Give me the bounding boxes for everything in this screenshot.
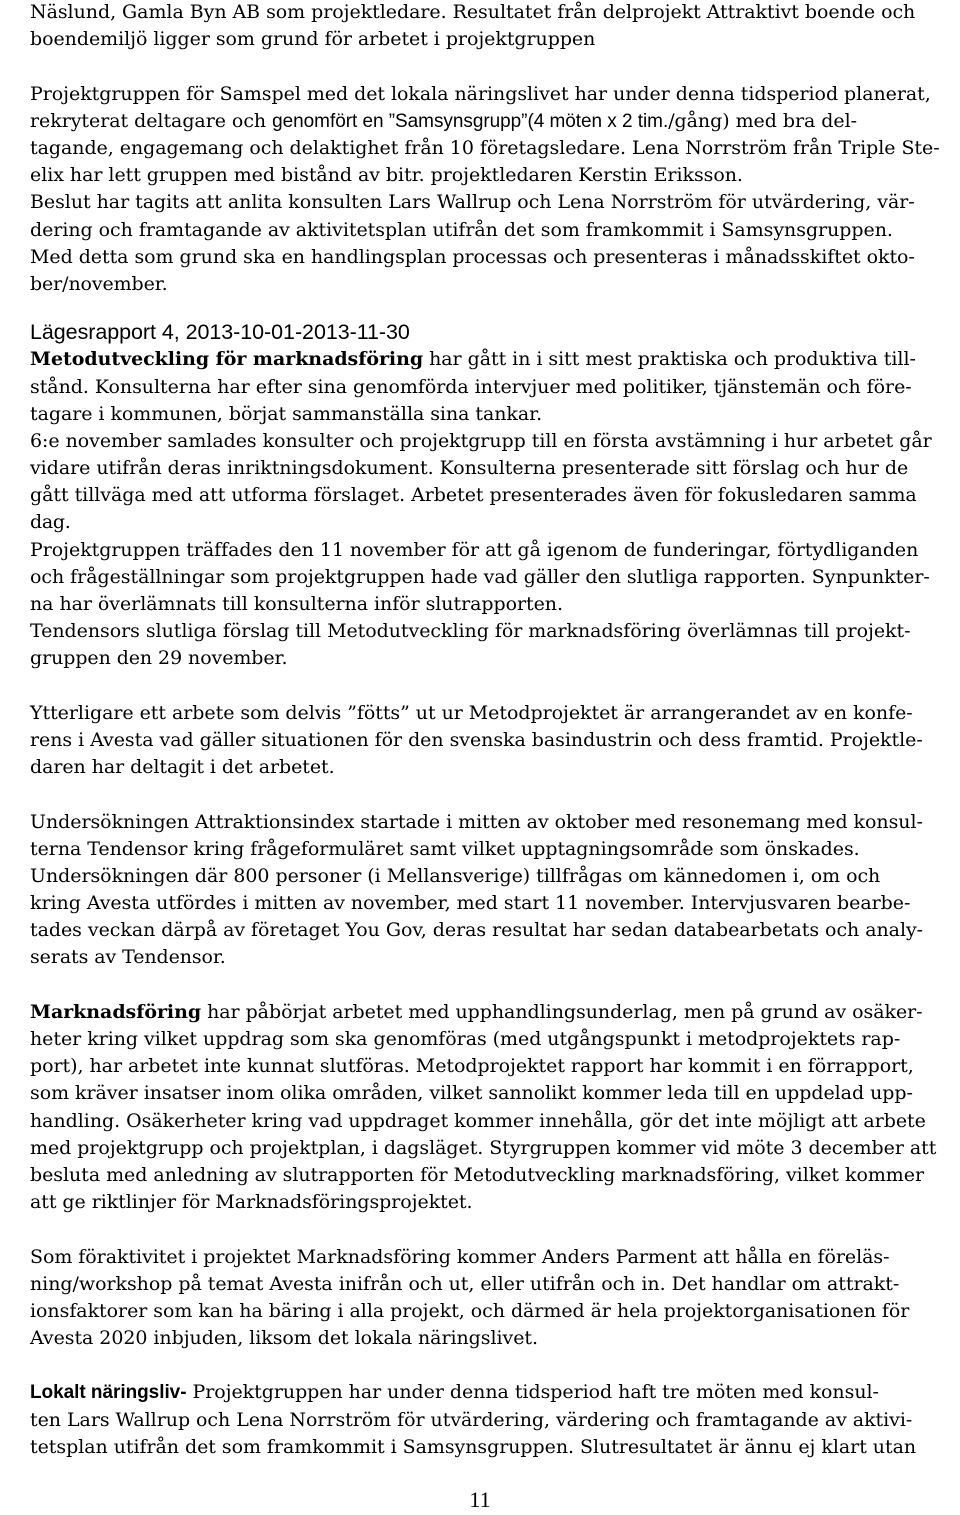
- text-line: 6:e november samlades konsulter och projektgrupp till en första avstämning i hur arbetet går: [30, 429, 932, 452]
- text-line: Som föraktivitet i projektet Marknadsföring kommer Anders Parment att hålla en föreläs-: [30, 1245, 890, 1268]
- text-line: ning/workshop på temat Avesta inifrån och ut, eller utifrån och in. Det handlar om attrakt-: [30, 1272, 900, 1295]
- text-line: terna Tendensor kring frågeformuläret samt vilket upptagningsområde som önskades.: [30, 837, 860, 860]
- text-line: stånd. Konsulterna har efter sina genomförda intervjuer med politiker, tjänstemän och före-: [30, 375, 912, 398]
- paragraph-samspel-lokala-naringslivet: [30, 81, 958, 299]
- paragraph-konferens: [30, 700, 958, 782]
- bold-lead-text: Marknadsföring: [30, 1000, 202, 1023]
- text-line: dag.: [30, 511, 71, 534]
- text-line: Projektgruppen för Samspel med det lokala näringslivet har under denna tidsperiod planerat,: [30, 82, 931, 105]
- text-line: [30, 346, 958, 373]
- text-line: rens i Avesta vad gäller situationen för den svenska basindustrin och dess framtid. Projektle-: [30, 728, 923, 751]
- line-text-start: rekryterat deltagare och: [30, 109, 273, 132]
- text-line: heter kring vilket uppdrag som ska genomföras (med utgångspunkt i metodprojektets rap-: [30, 1028, 901, 1051]
- text-line: att ge riktlinjer för Marknadsföringsprojektet.: [30, 1191, 473, 1214]
- text-line: [30, 1379, 958, 1406]
- text-line: ionsfaktorer som kan ha bäring i alla projekt, och därmed är hela projektorganisationen för: [30, 1299, 910, 1322]
- text-line: Tendensors slutliga förslag till Metodutveckling för marknadsföring överlämnas till projekt-: [30, 620, 911, 643]
- text-line: Näslund, Gamla Byn AB som projektledare. Resultatet från delprojekt Attraktivt boende och: [30, 1, 916, 23]
- paragraph-intro-continuation: [30, 0, 958, 53]
- text-line: boendemiljö ligger som grund för arbetet i projektgruppen: [30, 28, 596, 51]
- bold-lead-text: Lokalt näringsliv-: [30, 1382, 187, 1404]
- text-line: na har överlämnats till konsulterna inför slutrapporten.: [30, 593, 563, 616]
- text-line: port), har arbetet inte kunnat slutföras. Metodprojektet rapport har kommit i en förrapport,: [30, 1055, 914, 1078]
- bold-lead-text: Metodutveckling för marknadsföring: [30, 348, 424, 371]
- text-line: gått tillväga med att utforma förslaget. Arbetet presenterades även för fokusledaren samma: [30, 484, 917, 507]
- text-line: besluta med anledning av slutrapporten för Metodutveckling marknadsföring, vilket kommer: [30, 1163, 924, 1186]
- text-line: tetsplan utifrån det som framkommit i Samsynsgruppen. Slutresultatet är ännu ej klart utan: [30, 1435, 917, 1458]
- text-line: och frågeställningar som projektgruppen hade vad gäller den slutliga rapporten. Synpunkter-: [30, 565, 930, 588]
- text-line: handling. Osäkerheter kring vad uppdraget kommer innehålla, gör det inte möjligt att arbete: [30, 1109, 926, 1132]
- document-body: [30, 0, 958, 1461]
- text-line: Avesta 2020 inbjuden, liksom det lokala näringslivet.: [30, 1327, 538, 1350]
- text-line: vidare utifrån deras inriktningsdokument. Konsulterna presenterade sitt förslag och hur de: [30, 457, 909, 480]
- text-line: Ytterligare ett arbete som delvis ”fötts” ut ur Metodprojektet är arrangerandet av en konfe-: [30, 701, 913, 724]
- section-heading: Lägesrapport 4, 2013-10-01-2013-11-30: [30, 320, 410, 345]
- text-line: ten Lars Wallrup och Lena Norrström för utvärdering, värdering och framtagande av aktivi-: [30, 1408, 913, 1431]
- line-text-rest: Projektgruppen har under denna tidsperiod haft tre möten med konsul-: [186, 1381, 879, 1404]
- text-line: kring Avesta utfördes i mitten av november, med start 11 november. Intervjusvaren bearbe-: [30, 892, 911, 915]
- text-line: tagare i kommunen, börjat sammanställa sina tankar.: [30, 402, 543, 425]
- text-line: dering och framtagande av aktivitetsplan utifrån det som framkommit i Samsynsgruppen.: [30, 218, 893, 241]
- text-line: gruppen den 29 november.: [30, 647, 288, 670]
- text-line: med projektgrupp och projektplan, i dagsläget. Styrgruppen kommer vid möte 3 december att: [30, 1136, 937, 1159]
- paragraph-foraktivitet: [30, 1244, 958, 1353]
- paragraph-metodutveckling: [30, 346, 958, 672]
- text-line: Undersökningen Attraktionsindex startade i mitten av oktober med resonemang med konsul-: [30, 810, 923, 833]
- text-line: serats av Tendensor.: [30, 946, 226, 969]
- paragraph-lokalt-naringsliv: [30, 1379, 958, 1461]
- line-text-rest: har påbörjat arbetet med upphandlingsunderlag, men på grund av osäker-: [201, 1000, 923, 1023]
- paragraph-marknadsforing: [30, 999, 958, 1217]
- text-line: tades veckan därpå av företaget You Gov, deras resultat har sedan databearbetats och analy-: [30, 919, 924, 942]
- text-line: Beslut har tagits att anlita konsulten Lars Wallrup och Lena Norrström för utvärdering, vär-: [30, 191, 915, 214]
- text-line: elix har lett gruppen med bistånd av bitr. projektledaren Kerstin Eriksson.: [30, 164, 743, 187]
- line-text-rest: har gått in i sitt mest praktiska och produktiva till-: [423, 348, 916, 371]
- page-number: 11: [469, 1487, 491, 1512]
- text-line: som kräver insatser inom olika områden, vilket sannolikt kommer leda till en uppdelad upp-: [30, 1082, 913, 1105]
- line-text-end: /gång) med bra del-: [668, 109, 858, 132]
- text-line: daren har deltagit i det arbetet.: [30, 756, 335, 779]
- text-line: [30, 108, 958, 135]
- inline-sans-text: genomfört en ”Samsynsgrupp”(4 möten x 2 tim.: [272, 110, 669, 132]
- text-line: tagande, engagemang och delaktighet från 10 företagsledare. Lena Norrström från Triple Ste-: [30, 136, 940, 159]
- text-line: [30, 999, 958, 1026]
- text-line: Med detta som grund ska en handlingsplan processas och presenteras i månadsskiftet okto-: [30, 245, 915, 268]
- text-line: ber/november.: [30, 272, 168, 295]
- text-line: Projektgruppen träffades den 11 november för att gå igenom de funderingar, förtydliganden: [30, 538, 919, 561]
- text-line: Undersökningen där 800 personer (i Mellansverige) tillfrågas om kännedomen i, om och: [30, 864, 881, 887]
- paragraph-attraktionsindex: [30, 809, 958, 972]
